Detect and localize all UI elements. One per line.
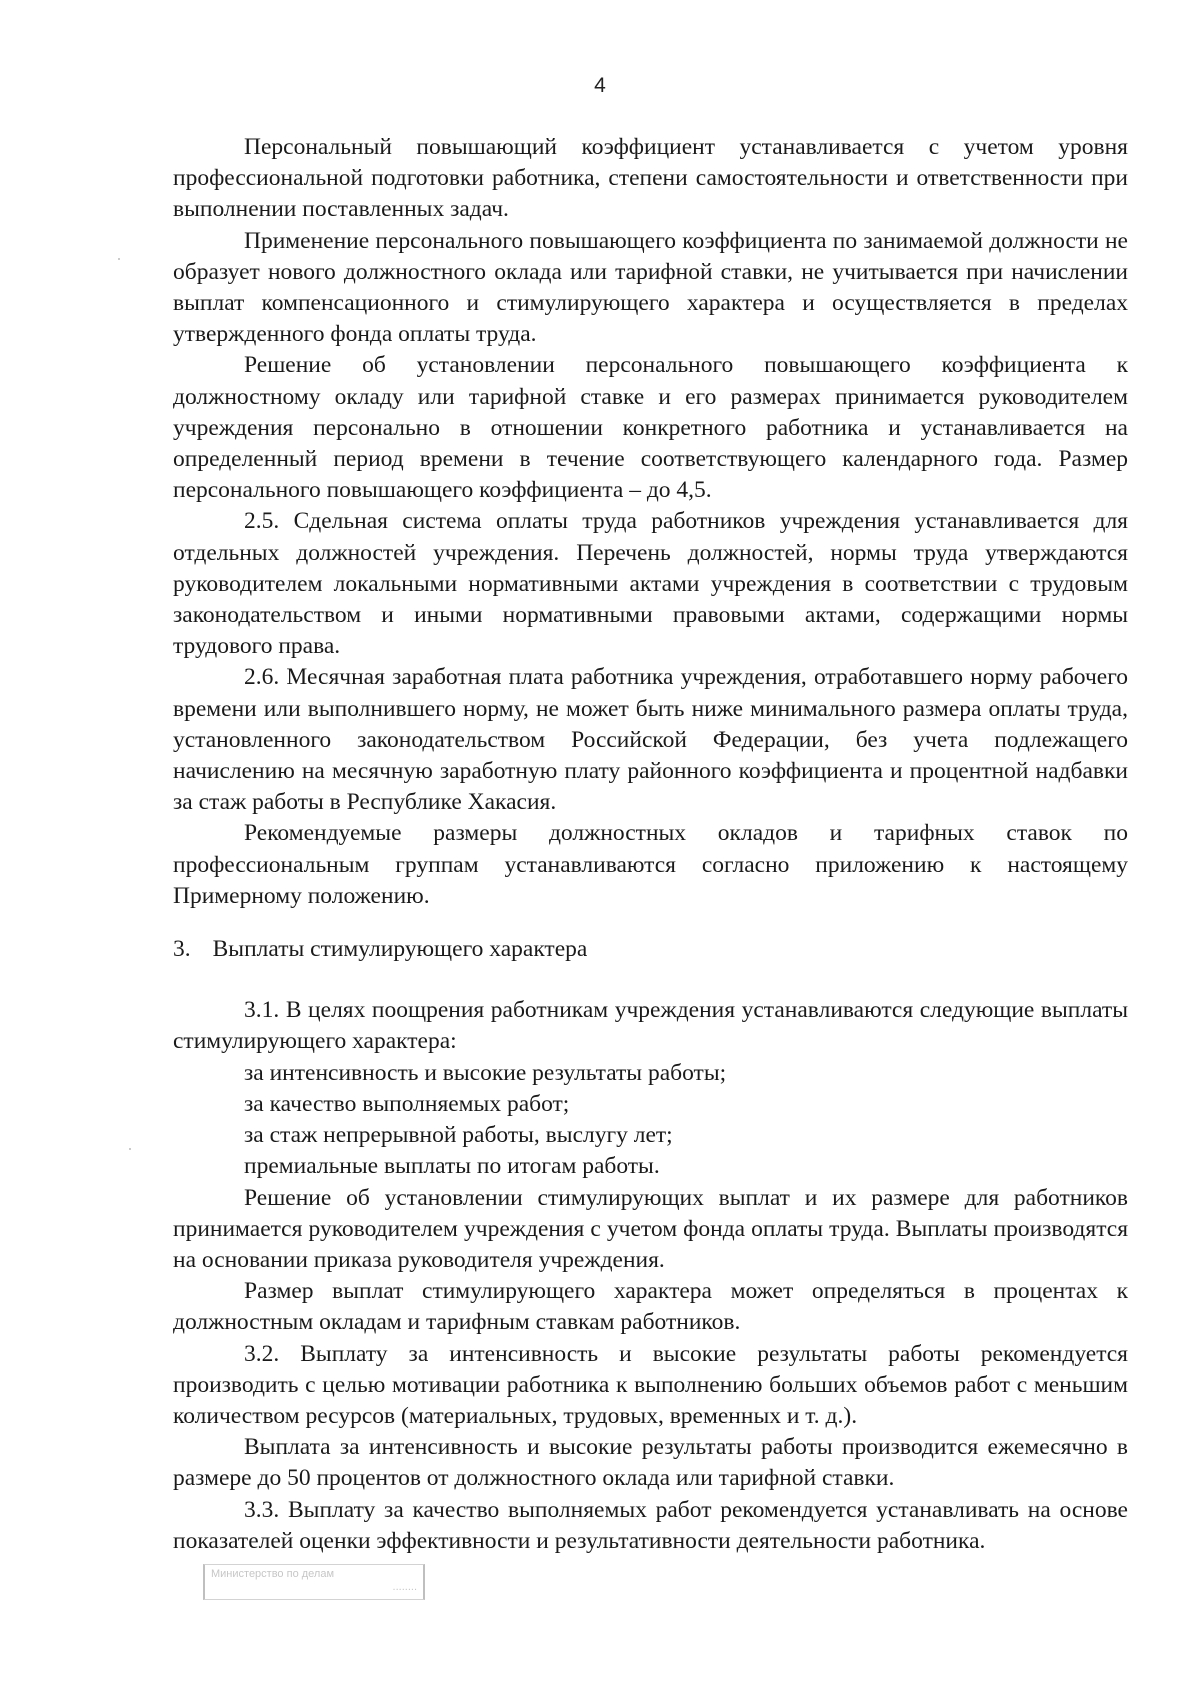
paragraph: 2.5. Сдельная система оплаты труда работников учреждения устанавливается для отдельных должностей учреждения. Перечень должностей, нормы труда утверждаются руководителем локальными нормативными актами учреждения в соответствии с трудовым законодательством и иными нормативными правовыми актами, содержащими нормы трудового права. [173, 508, 1128, 660]
document-body [173, 132, 1128, 1557]
faded-stamp [203, 1564, 425, 1600]
paragraph: 3.3. Выплату за качество выполняемых работ рекомендуется устанавливать на основе показателей оценки эффективности и результативности деятельности работника. [173, 1496, 1128, 1554]
list-item: за стаж непрерывной работы, выслугу лет; [244, 1122, 673, 1149]
paragraph: 2.6. Месячная заработная плата работника учреждения, отработавшего норму рабочего времени или выполнившего норму, не может быть ниже минимального размера оплаты труда, установленного законодательством Российской Федерации, без учета подлежащего начислению на месячную заработную плату районного коэффициента и процентной надбавки за стаж работы в Республике Хакасия. [173, 664, 1128, 816]
paragraph: Выплата за интенсивность и высокие результаты работы производится ежемесячно в размере до 50 процентов от должностного оклада или тарифной ставки. [173, 1434, 1128, 1492]
paragraph: Решение об установлении стимулирующих выплат и их размере для работников принимается руководителем учреждения с учетом фонда оплаты труда. Выплаты производятся на основании приказа руководителя учреждения. [173, 1184, 1128, 1273]
page-number: 4 [594, 74, 606, 97]
scan-speck [118, 258, 120, 260]
paragraph: Решение об установлении персонального повышающего коэффициента к должностному окладу или тарифной ставке и его размерах принимается руководителем учреждения персонально в отношении конкретного работника и устанавливается на определенный период времени в течение соответствующего календарного года. Размер персонального повышающего коэффициента – до 4,5. [173, 352, 1128, 504]
section-title: Выплаты стимулирующего характера [212, 936, 588, 963]
paragraph: Рекомендуемые размеры должностных окладов и тарифных ставок по профессиональным группам устанавливаются согласно приложению к настоящему Примерному положению. [173, 820, 1128, 909]
paragraph: Размер выплат стимулирующего характера может определяться в процентах к должностным окладам и тарифным ставкам работников. [173, 1278, 1128, 1336]
scan-speck [129, 1148, 131, 1150]
list-item: за интенсивность и высокие результаты работы; [244, 1059, 727, 1086]
paragraph: Персональный повышающий коэффициент устанавливается с учетом уровня профессиональной подготовки работника, степени самостоятельности и ответственности при выполнении поставленных задач. [173, 134, 1128, 223]
paragraph: Применение персонального повышающего коэффициента по занимаемой должности не образует нового должностного оклада или тарифной ставки, не учитывается при начислении выплат компенсационного и стимулирующего характера и осуществляется в пределах утвержденного фонда оплаты труда. [173, 227, 1128, 348]
paragraph: 3.2. Выплату за интенсивность и высокие результаты работы рекомендуется производить с целью мотивации работника к выполнению больших объемов работ с меньшим количеством ресурсов (материальных, трудовых, временных и т. д.). [173, 1340, 1128, 1429]
list-item: премиальные выплаты по итогам работы. [244, 1153, 660, 1180]
list-item: за качество выполняемых работ; [244, 1090, 570, 1117]
section-heading [173, 934, 1128, 965]
stamp-line: Министерство по делам [211, 1568, 335, 1580]
stamp-line: ........ [392, 1581, 417, 1593]
section-number: 3. [173, 936, 191, 963]
paragraph: 3.1. В целях поощрения работникам учреждения устанавливаются следующие выплаты стимулирующего характера: [173, 997, 1128, 1055]
